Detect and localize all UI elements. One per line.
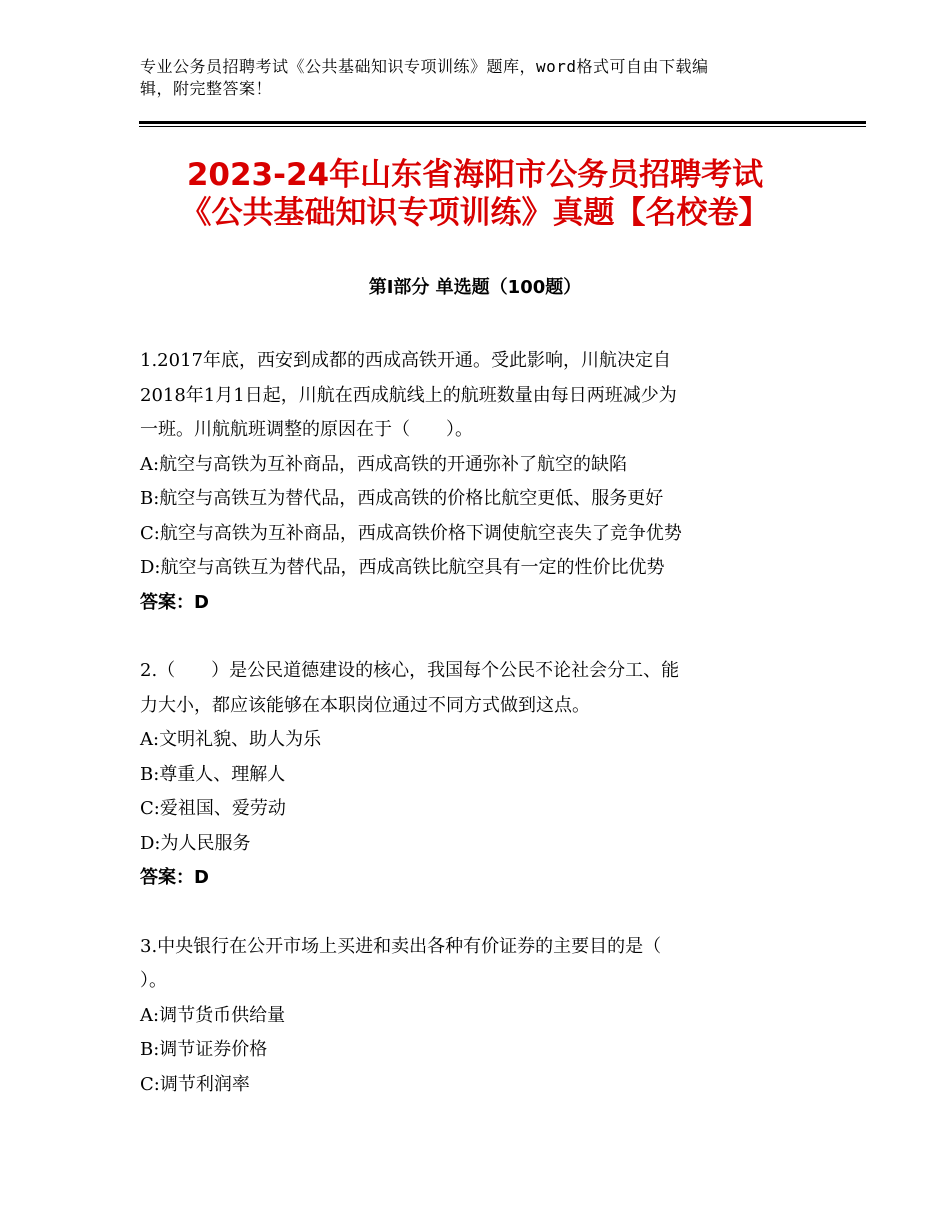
title-line-2: 《公共基础知识专项训练》真题【名校卷】 bbox=[180, 195, 770, 231]
option-c: C:调节利润率 bbox=[140, 1073, 250, 1095]
question-2 bbox=[140, 654, 820, 896]
header-note-line-1: 专业公务员招聘考试《公共基础知识专项训练》题库，word格式可自由下载编 bbox=[140, 57, 709, 76]
stem-line: 3.中央银行在公开市场上买进和卖出各种有价证券的主要目的是（ bbox=[140, 935, 662, 957]
header-note bbox=[140, 56, 790, 100]
question-list bbox=[140, 344, 820, 1136]
option-a: A:调节货币供给量 bbox=[140, 1004, 286, 1026]
option-a: A:文明礼貌、助人为乐 bbox=[140, 729, 322, 750]
stem-line: 1.2017年底，西安到成都的西成高铁开通。受此影响，川航决定自 bbox=[140, 350, 671, 371]
option-c: C:航空与高铁为互补商品，西成高铁价格下调使航空丧失了竞争优势 bbox=[140, 522, 682, 544]
question-3 bbox=[140, 930, 820, 1103]
answer: 答案：D bbox=[140, 591, 209, 613]
question-stem bbox=[140, 654, 820, 723]
header-rule-thin bbox=[139, 126, 866, 127]
option-d: D:航空与高铁互为替代品，西成高铁比航空具有一定的性价比优势 bbox=[140, 557, 665, 578]
stem-line: ）。 bbox=[140, 970, 167, 991]
question-stem bbox=[140, 930, 820, 999]
question-1 bbox=[140, 344, 820, 620]
title-line-1: 2023-24年山东省海阳市公务员招聘考试 bbox=[186, 157, 764, 193]
stem-line: 2.（ ）是公民道德建设的核心，我国每个公民不论社会分工、能 bbox=[140, 660, 680, 681]
document-title bbox=[100, 156, 850, 232]
option-d: D:为人民服务 bbox=[140, 832, 251, 854]
header-note-line-2: 辑，附完整答案！ bbox=[140, 79, 273, 98]
stem-line: 2018年1月1日起，川航在西成航线上的航班数量由每日两班减少为 bbox=[140, 384, 677, 406]
question-stem bbox=[140, 344, 820, 448]
option-c: C:爱祖国、爱劳动 bbox=[140, 798, 286, 819]
stem-line: 一班。川航航班调整的原因在于（ ）。 bbox=[140, 419, 473, 440]
header-rule-thick bbox=[139, 121, 866, 124]
option-b: B:尊重人、理解人 bbox=[140, 763, 286, 785]
stem-line: 力大小，都应该能够在本职岗位通过不同方式做到这点。 bbox=[140, 694, 590, 716]
answer: 答案：D bbox=[140, 867, 209, 888]
option-a: A:航空与高铁为互补商品，西成高铁的开通弥补了航空的缺陷 bbox=[140, 453, 628, 475]
section-heading: 第Ⅰ部分 单选题（100题） bbox=[368, 277, 582, 298]
option-b: B:调节证券价格 bbox=[140, 1039, 268, 1060]
option-b: B:航空与高铁互为替代品，西成高铁的价格比航空更低、服务更好 bbox=[140, 488, 664, 509]
